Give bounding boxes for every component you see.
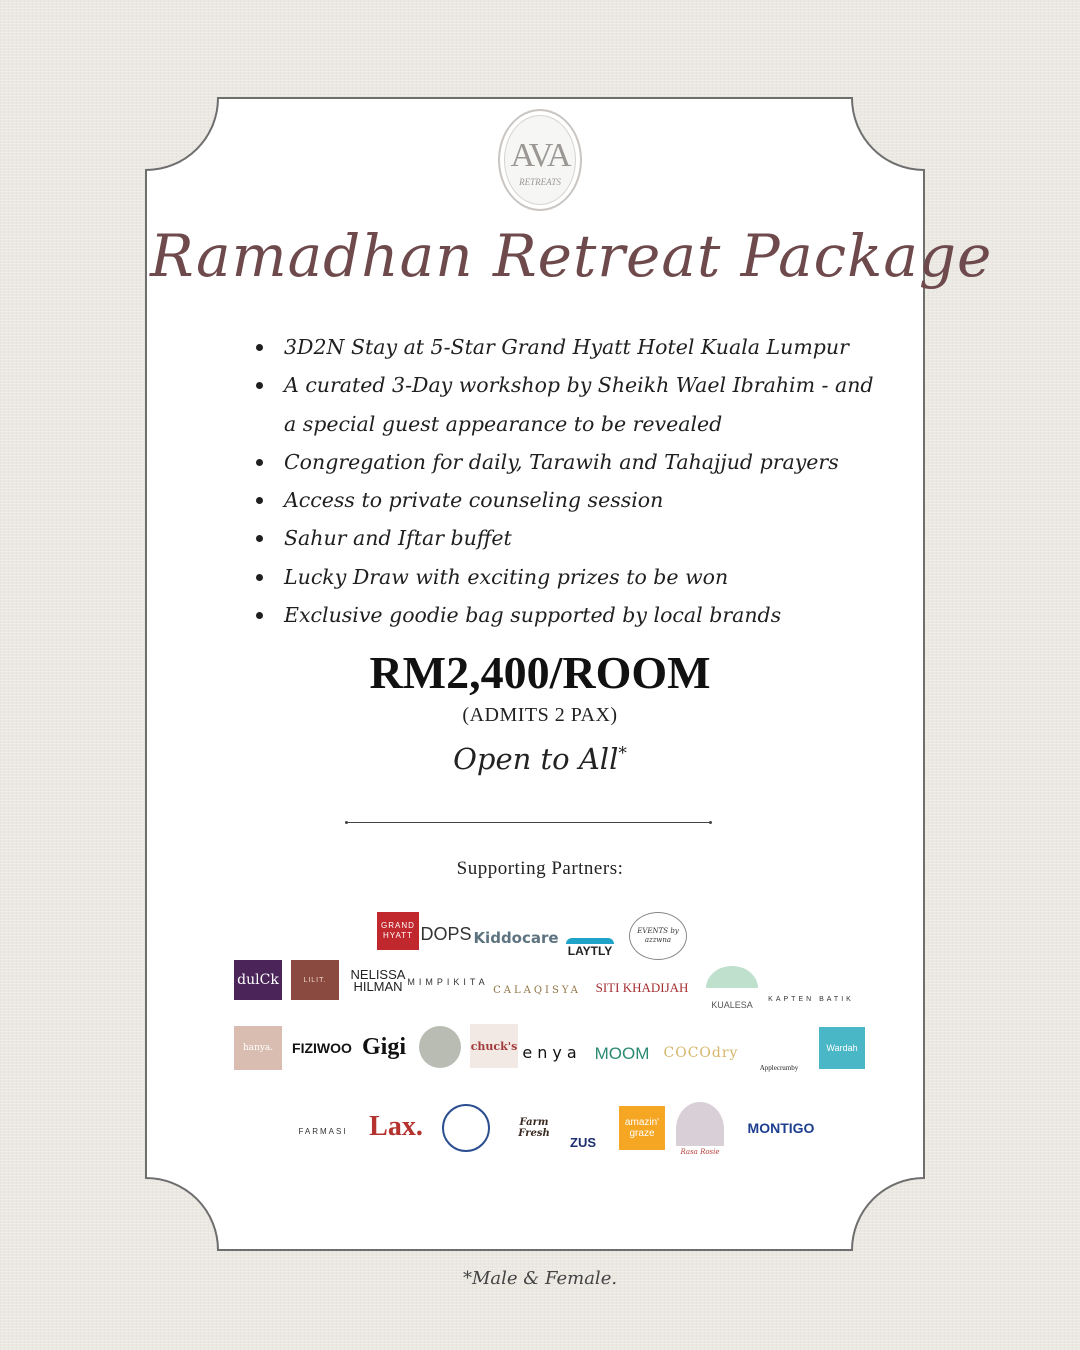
feature-item: Access to private counseling session	[252, 481, 892, 519]
partner-moom-logo: MOOM	[594, 1044, 650, 1063]
partner-events-azzwna-logo: EVENTS by azzwna	[629, 912, 687, 960]
page-title: Ramadhan Retreat Package	[150, 222, 993, 290]
partner-cocodry-logo: COCOdry	[663, 1045, 739, 1061]
partner-enya-logo: enya	[522, 1042, 582, 1062]
feature-item: A curated 3-Day workshop by Sheikh Wael Ibrahim - and a special guest appearance to be revealed	[252, 366, 892, 443]
logo-sub-text: RETREATS	[519, 177, 561, 187]
partner-kiddocare-logo: Kiddocare	[473, 929, 559, 947]
open-to-text: Open to All	[453, 742, 619, 776]
partner-rasa-rosie-logo: Rasa Rosie	[676, 1102, 724, 1156]
feature-item: Congregation for daily, Tarawih and Tahajjud prayers	[252, 443, 892, 481]
partner-chucks-logo: chuck's	[470, 1024, 518, 1068]
partner-montigo-logo: MONTIGO	[747, 1120, 815, 1136]
partner-lilit-logo: LILIT.	[291, 960, 339, 1000]
open-to-asterisk: *	[618, 743, 627, 764]
partner-gigi-logo: Gigi	[361, 1033, 406, 1060]
partner-laytly-logo: LAYTLY	[566, 938, 614, 958]
partner-kapten-batik-logo: KAPTEN BATIK	[768, 995, 854, 1003]
supporting-partners-label: Supporting Partners:	[456, 858, 624, 879]
partner-hanya-logo: hanya.	[234, 1026, 282, 1070]
partner-zus-logo: ZUS	[570, 1135, 596, 1150]
partner-round-badge-logo	[419, 1026, 461, 1068]
ava-retreats-logo	[498, 109, 582, 211]
partner-grand-hyatt-logo: GRAND HYATT	[377, 912, 419, 950]
package-features-list	[252, 328, 892, 634]
feature-item: Lucky Draw with exciting prizes to be won	[252, 558, 892, 596]
partner-cookie-badge-logo	[442, 1104, 490, 1152]
partner-mimpikita-logo: MIMPIKITA	[407, 977, 489, 987]
partner-kualesa-logo: KUALESA	[706, 966, 758, 1010]
open-to-all	[240, 742, 840, 776]
partner-fiziwoo-logo: FIZIWOO	[292, 1040, 352, 1056]
feature-item: Sahur and Iftar buffet	[252, 519, 892, 557]
partner-farm-fresh-logo: Farm Fresh	[518, 1117, 550, 1139]
divider	[347, 822, 710, 823]
price: RM2,400/ROOM	[369, 647, 711, 698]
admits-note: (ADMITS 2 PAX)	[462, 704, 618, 726]
partner-wardah-logo: Wardah	[819, 1027, 865, 1069]
partner-farmasi-logo: FARMASI	[298, 1126, 348, 1136]
partner-lax-logo: Lax.	[369, 1111, 423, 1142]
partner-calaqisya-logo: CALAQISYA	[493, 984, 581, 996]
feature-item: Exclusive goodie bag supported by local brands	[252, 596, 892, 634]
partner-nelissa-hilman-logo: NELISSA HILMAN	[350, 967, 406, 994]
partner-dulck-logo: dulCk	[234, 960, 282, 1000]
partner-applecrumby-logo: Applecrumby	[759, 1064, 799, 1072]
partner-siti-khadijah-logo: SITI KHADIJAH	[595, 980, 689, 995]
feature-item: 3D2N Stay at 5-Star Grand Hyatt Hotel Kuala Lumpur	[252, 328, 892, 366]
footnote: *Male & Female.	[462, 1268, 618, 1289]
partner-amazin-graze-logo: amazin' graze	[619, 1106, 665, 1150]
logo-main-text: AVA	[510, 137, 570, 174]
partner-dops-logo: DOPS	[420, 923, 472, 944]
